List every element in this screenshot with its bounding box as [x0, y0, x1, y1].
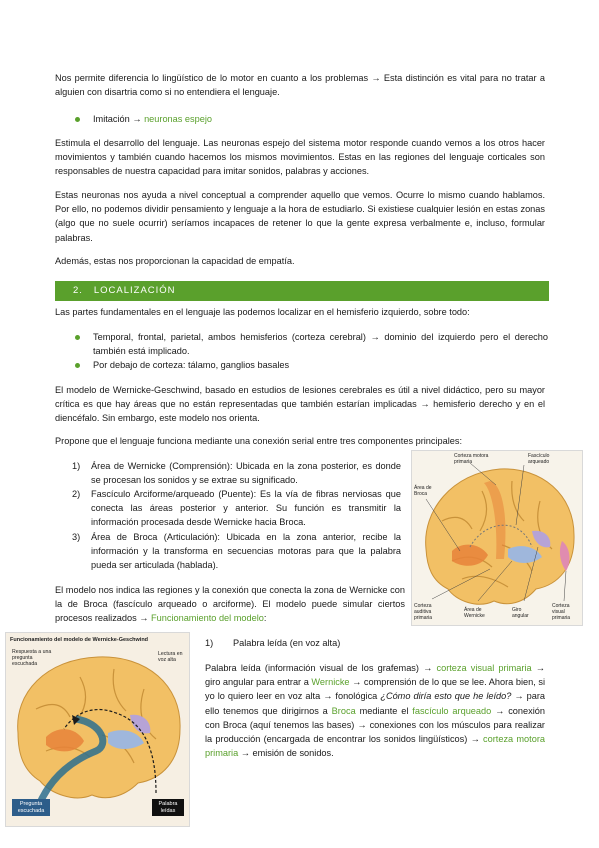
component-number: 1): [72, 461, 81, 471]
model-processes-paragraph: [55, 583, 405, 626]
localization-intro: Las partes fundamentales en el lenguaje las podemos localizar en el hemisferio izquierdo, sobre todo:: [55, 307, 470, 317]
section-header-localizacion: [55, 281, 549, 301]
section-title: LOCALIZACIÓN: [93, 285, 176, 296]
read-aloud-segment: → comprensión de lo que se lee. Ahora bien, si yo lo quiero leer en voz alta → fonológica: [205, 677, 545, 702]
bullet-dot-icon: [75, 117, 80, 122]
model-processes-text: El modelo nos indica las regiones y la conexión que conecta la zona de Wernicke con la de Broca (fascículo arqueado o arciforme). El modelo puede simular ciertos procesos realizados →: [55, 585, 405, 624]
model-processes-tail: :: [263, 613, 267, 624]
model-processes-highlight: Funcionamiento del modelo: [151, 613, 264, 624]
label-visual-cortex: Corteza visual primaria: [552, 603, 571, 621]
read-aloud-segment: Wernicke: [311, 677, 350, 688]
read-aloud-segment: ¿Cómo diría esto que he leído?: [380, 691, 512, 702]
imitation-highlight: neuronas espejo: [144, 114, 212, 124]
read-aloud-segment: corteza visual primaria: [436, 663, 532, 673]
read-aloud-segment: corteza motora primaria: [205, 734, 545, 759]
component-number: 3): [72, 532, 81, 542]
component-number: 2): [72, 489, 81, 499]
serial-paragraph: Propone que el lenguaje funciona mediante una conexión serial entre tres componentes principales:: [55, 436, 463, 446]
model-paragraph: El modelo de Wernicke-Geschwind, basado en estudios de lesiones cerebrales es útil a nivel didáctico, pero su mayor crítica es que hay áreas que no están representadas que también estarían implicadas → hemisferio derecho y en el diencéfalo. Sin embargo, este modelo nos orienta.: [55, 385, 545, 424]
brain-areas-figure: [411, 450, 583, 626]
component-text: Fascículo Arciforme/arqueado (Puente): Es la vía de fibras nerviosas que conecta las áreas posterior y anterior. Su función es transmitir la información procesada desde Wernicke hacia Broca.: [91, 489, 401, 528]
read-aloud-segment: fascículo arqueado: [412, 705, 492, 716]
mirror-neurons-paragraph: Estimula el desarrollo del lenguaje. Las neuronas espejo del sistema motor responde cuando vemos a los otros hacer movimientos y también cuando hacemos los mismos movimientos. Estas en las regiones del lenguaje corticales son responsables de nuestra capacidad para imitar sonidos, palabras y acciones.: [55, 138, 545, 177]
read-aloud-segment: → emisión de sonidos.: [238, 748, 334, 759]
section-number: 2.: [73, 285, 83, 296]
bullet-text: Temporal, frontal, parietal, ambos hemisferios (corteza cerebral) → dominio del izquierdo pero el derecho también está implicado.: [93, 332, 548, 357]
read-aloud-segment: → para ello tenemos que dirigirnos a: [205, 691, 546, 716]
label-answer-heard: Respuesta a una pregunta escuchada: [12, 649, 52, 667]
brain-illustration: [412, 451, 583, 626]
imitation-label: Imitación →: [93, 114, 145, 124]
read-aloud-title: Palabra leída (en voz alta): [233, 638, 341, 648]
concept-paragraph: Estas neuronas nos ayuda a nivel conceptual a comprender aquello que vemos. Ocurre lo mismo cuando hablamos. Por ello, no podemos dividir pensamiento y lenguaje a la hora de estudiarlo. Si existiese cualquier lesión en estas zonas (algo que no suele ocurrir) seríamos incapaces de retener lo que la gente expresa verbalmente e, incluso, formular palabras.: [55, 190, 545, 243]
label-motor-cortex: Corteza motora primaria: [454, 453, 489, 465]
read-aloud-segment: Broca: [331, 705, 356, 716]
figure2-title: Funcionamiento del modelo de Wernicke-Geschwind: [10, 637, 149, 643]
bullet-dot-icon: [75, 335, 80, 340]
bullet-text: Por debajo de corteza: tálamo, ganglios basales: [93, 360, 290, 370]
read-aloud-segment: → conexión con Broca (aquí tenemos las bases) → conexiones con los músculos para realizar la producción (encargada de encontrar los sonidos lingüísticos) →: [205, 705, 545, 745]
intro-paragraph: Nos permite diferencia lo lingüístico de lo motor en cuanto a los problemas → Esta distinción es vital para no tratar a alguien con disartria como si no entendiera el lenguaje.: [55, 73, 545, 98]
read-aloud-segment: mediante el: [355, 705, 413, 716]
component-text: Área de Wernicke (Comprensión): Ubicada en la zona posterior, es donde se procesan los sonidos y se extrae su significado.: [91, 461, 401, 486]
label-auditory-cortex: Corteza auditiva primaria: [414, 603, 433, 621]
label-broca: Área de Broca: [414, 485, 432, 497]
read-words-box: Palabra leídas: [152, 799, 184, 816]
model-function-figure: [5, 632, 190, 827]
heard-question-box: Pregunta escuchada: [12, 799, 50, 816]
read-aloud-number: 1): [205, 638, 214, 648]
label-read-aloud: Lectura en voz alta: [158, 651, 183, 663]
bullet-dot-icon: [75, 363, 80, 368]
label-angular-gyrus: Giro angular: [512, 607, 529, 619]
read-aloud-paragraph: [205, 661, 545, 760]
read-aloud-segment: Palabra leída (información visual de los grafemas) →: [205, 663, 437, 673]
read-aloud-segment: → giro angular para entrar a: [205, 663, 545, 688]
label-arcuate-fasciculus: Fascículo arqueado: [528, 453, 550, 465]
empathy-paragraph: Además, estas nos proporcionan la capacidad de empatía.: [55, 256, 295, 266]
component-text: Área de Broca (Articulación): Ubicada en la zona anterior, recibe la información y la transforma en secuencias motoras para que la palabra pueda ser articulada (hablada).: [91, 532, 401, 571]
label-wernicke: Área de Wernicke: [464, 607, 485, 619]
